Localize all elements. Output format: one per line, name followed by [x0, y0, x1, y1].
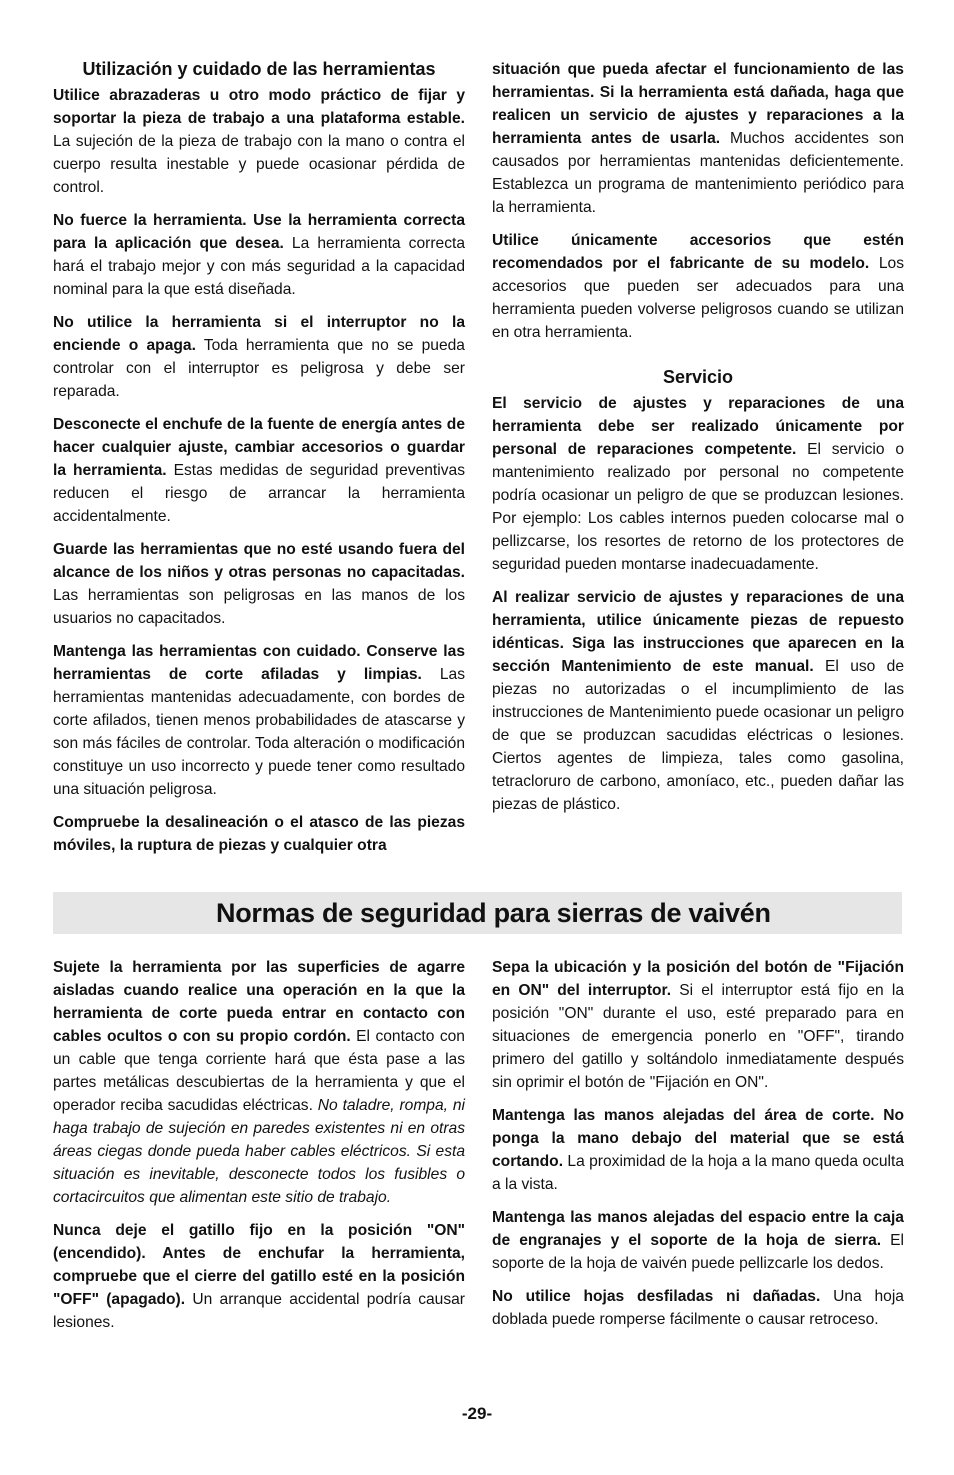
column-left-bottom: [53, 956, 465, 1344]
paragraph: Mantenga las herramientas con cuidado. Conserve las herramientas de corte afiladas y limpias. Las herramientas mantenidas adecuadamente, con bordes de corte afilados, tienen menos probabilidades de atascarse y son más fáciles de controlar. Toda alteración o modificación constituye un uso incorrecto y puede tener como resultado una situación peligrosa.: [53, 643, 465, 798]
paragraph: Al realizar servicio de ajustes y reparaciones de una herramienta, utilice únicamente piezas de repuesto idénticas. Siga las instrucciones que aparecen en la sección Mantenimiento de este manual. El uso de piezas no autorizadas o el incumplimiento de las instrucciones de Mantenimiento puede ocasionar un peligro de que se produzcan sacudidas eléctricas o lesiones. Ciertos agentes de limpieza, tales como gasolina, tetracloruro de carbono, amoníaco, etc., pueden dañar las piezas de plástico.: [492, 589, 904, 813]
paragraph: Sujete la herramienta por las superficies de agarre aisladas cuando realice una operación en la que la herramienta de corte pueda entrar en contacto con cables ocultos o con su propio cordón. El contacto con un cable que tenga corriente hará que ésta pase a las partes metálicas descubiertas de la herramienta y que el operador reciba sacudidas eléctricas. No taladre, rompa, ni haga trabajo de sujeción en paredes existentes ni en otras áreas ciegas donde pueda haber cables eléctricos. Si esta situación es inevitable, desconecte todos los fusibles o cortacircuitos que alimentan este sitio de trabajo.: [53, 959, 465, 1206]
paragraph: No utilice hojas desfiladas ni dañadas. Una hoja doblada puede romperse fácilmente o causar retroceso.: [492, 1288, 904, 1328]
page-number: -29-: [461, 1404, 493, 1423]
column-right-bottom: [492, 956, 904, 1341]
section-banner: [53, 892, 902, 934]
column-left-top: [53, 58, 465, 867]
paragraph: Desconecte el enchufe de la fuente de energía antes de hacer cualquier ajuste, cambiar accesorios o guardar la herramienta. Estas medidas de seguridad preventivas reducen el riesgo de arrancar la herramienta accidentalmente.: [53, 416, 465, 525]
section-heading-tools: Utilización y cuidado de las herramientas: [82, 59, 436, 79]
paragraph: Utilice abrazaderas u otro modo práctico de fijar y soportar la pieza de trabajo a una plataforma estable. La sujeción de la pieza de trabajo con la mano o contra el cuerpo resulta inestable y puede ocasionar pérdida de control.: [53, 87, 465, 196]
paragraph: Sepa la ubicación y la posición del botón de "Fijación en ON" del interruptor. Si el interruptor está fijo en la posición "ON" durante el uso, esté preparado para en situaciones de emergencia ponerlo en "OFF", tirando primero del gatillo y soltándolo inmediatamente después sin oprimir el botón de "Fijación en ON".: [492, 959, 904, 1091]
banner-title: Normas de seguridad para sierras de vaivén: [216, 898, 771, 928]
column-right-top: [492, 58, 904, 826]
paragraph: Compruebe la desalineación o el atasco de las piezas móviles, la ruptura de piezas y cualquier otra: [53, 814, 465, 854]
paragraph: El servicio de ajustes y reparaciones de una herramienta debe ser realizado únicamente por personal de reparaciones competente. El servicio o mantenimiento realizado por personal no competente podría ocasionar un peligro de que se produzcan lesiones. Por ejemplo: Los cables internos pueden colocarse mal o pellizcarse, los resortes de retorno de los protectores de seguridad pueden montarse inadecuadamente.: [492, 395, 904, 573]
paragraph: Guarde las herramientas que no esté usando fuera del alcance de los niños y otras personas no capacitadas. Las herramientas son peligrosas en las manos de los usuarios no capacitados.: [53, 541, 465, 627]
paragraph: No fuerce la herramienta. Use la herramienta correcta para la aplicación que desea. La herramienta correcta hará el trabajo mejor y con más seguridad a la capacidad nominal para la que está diseñada.: [53, 212, 465, 298]
paragraph: Mantenga las manos alejadas del espacio entre la caja de engranajes y el soporte de la hoja de sierra. El soporte de la hoja de vaivén puede pellizcarle los dedos.: [492, 1209, 904, 1272]
paragraph: Utilice únicamente accesorios que estén recomendados por el fabricante de su modelo. Los accesorios que pueden ser adecuados para una herramienta pueden volverse peligrosos cuando se utilizan en otra herramienta.: [492, 232, 904, 341]
section-heading-servicio: Servicio: [662, 367, 734, 387]
paragraph: No utilice la herramienta si el interruptor no la enciende o apaga. Toda herramienta que no se pueda controlar con el interruptor es peligrosa y debe ser reparada.: [53, 314, 465, 400]
paragraph: Nunca deje el gatillo fijo en la posición "ON" (encendido). Antes de enchufar la herramienta, compruebe que el cierre del gatillo esté en la posición "OFF" (apagado). Un arranque accidental podría causar lesiones.: [53, 1222, 465, 1331]
paragraph: situación que pueda afectar el funcionamiento de las herramientas. Si la herramienta está dañada, haga que realicen un servicio de ajustes y reparaciones a la herramienta antes de usarla. Muchos accidentes son causados por herramientas mantenidas deficientemente. Establezca un programa de mantenimiento periódico para la herramienta.: [492, 61, 904, 216]
paragraph: Mantenga las manos alejadas del área de corte. No ponga la mano debajo del material que se está cortando. La proximidad de la hoja a la mano queda oculta a la vista.: [492, 1107, 904, 1193]
